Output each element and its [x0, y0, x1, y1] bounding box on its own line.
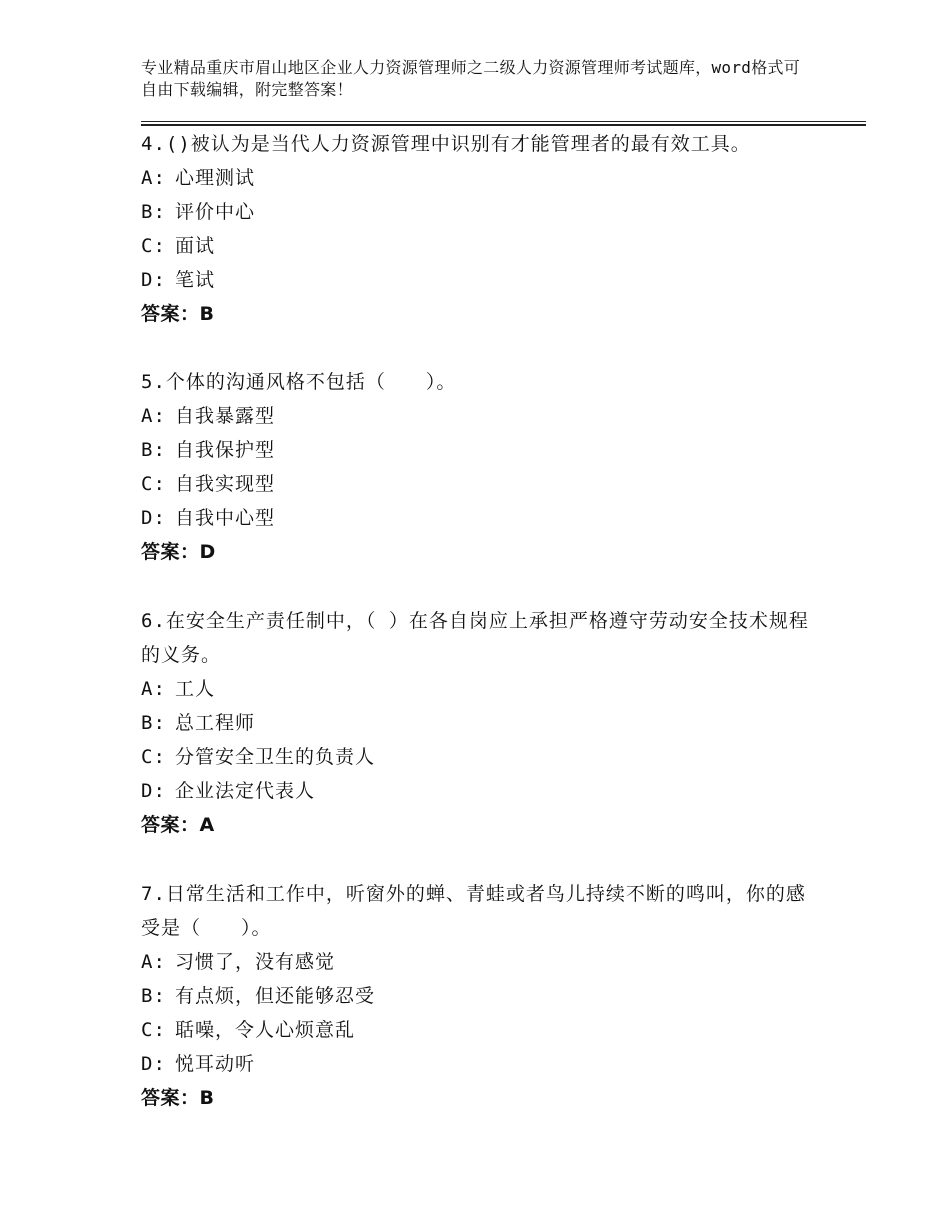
- question-text: 4.()被认为是当代人力资源管理中识别有才能管理者的最有效工具。: [141, 133, 751, 155]
- answer-label: 答案：B: [141, 1087, 215, 1109]
- option-d: [141, 263, 821, 297]
- option-key: B:: [141, 439, 166, 461]
- question-block: [141, 604, 821, 842]
- option-key: B:: [141, 201, 166, 223]
- option-text: 自我暴露型: [175, 405, 276, 427]
- option-text: 自我实现型: [175, 473, 276, 495]
- option-key: D:: [141, 1053, 166, 1075]
- option-text: 自我保护型: [175, 439, 276, 461]
- option-text: 工人: [175, 678, 216, 700]
- option-b: [141, 706, 821, 740]
- option-text: 心理测试: [175, 167, 256, 189]
- option-key: C:: [141, 1019, 166, 1041]
- option-key: D:: [141, 780, 166, 802]
- option-c: [141, 229, 821, 263]
- option-b: [141, 433, 821, 467]
- option-b: [141, 195, 821, 229]
- option-key: A:: [141, 405, 166, 427]
- answer-label: 答案：D: [141, 541, 216, 563]
- option-text: 总工程师: [175, 712, 256, 734]
- option-d: [141, 774, 821, 808]
- option-key: B:: [141, 712, 166, 734]
- option-c: [141, 740, 821, 774]
- option-text: 悦耳动听: [175, 1053, 256, 1075]
- option-text: 企业法定代表人: [175, 780, 316, 802]
- option-a: [141, 672, 821, 706]
- header-rule-thick: [141, 124, 866, 126]
- answer-label: 答案：A: [141, 814, 215, 836]
- option-key: C:: [141, 473, 166, 495]
- option-text: 习惯了，没有感觉: [175, 951, 336, 973]
- option-text: 聒噪，令人心烦意乱: [175, 1019, 356, 1041]
- option-a: [141, 399, 821, 433]
- option-text: 评价中心: [175, 201, 256, 223]
- option-key: A:: [141, 678, 166, 700]
- option-b: [141, 979, 821, 1013]
- document-header: 专业精品重庆市眉山地区企业人力资源管理师之二级人力资源管理师考试题库，word格式可自由下载编辑，附完整答案！: [141, 58, 801, 99]
- option-text: 笔试: [175, 269, 216, 291]
- option-key: D:: [141, 507, 166, 529]
- option-key: A:: [141, 167, 166, 189]
- question-text: 5.个体的沟通风格不包括（ ）。: [141, 371, 457, 393]
- option-text: 分管安全卫生的负责人: [175, 746, 376, 768]
- option-a: [141, 161, 821, 195]
- option-d: [141, 1047, 821, 1081]
- option-key: D:: [141, 269, 166, 291]
- question-block: [141, 127, 821, 331]
- option-a: [141, 945, 821, 979]
- option-c: [141, 467, 821, 501]
- option-key: C:: [141, 746, 166, 768]
- option-c: [141, 1013, 821, 1047]
- question-text: 7.日常生活和工作中，听窗外的蝉、青蛙或者鸟儿持续不断的鸣叫，你的感受是（ ）。: [141, 883, 806, 939]
- option-text: 自我中心型: [175, 507, 276, 529]
- option-key: B:: [141, 985, 166, 1007]
- header-rule-thin: [141, 121, 866, 122]
- option-key: C:: [141, 235, 166, 257]
- option-text: 有点烦，但还能够忍受: [175, 985, 376, 1007]
- question-block: [141, 877, 821, 1115]
- option-key: A:: [141, 951, 166, 973]
- answer-label: 答案：B: [141, 303, 215, 325]
- question-text: 6.在安全生产责任制中，（ ）在各自岗应上承担严格遵守劳动安全技术规程的义务。: [141, 610, 809, 666]
- question-block: [141, 365, 821, 569]
- option-d: [141, 501, 821, 535]
- option-text: 面试: [175, 235, 216, 257]
